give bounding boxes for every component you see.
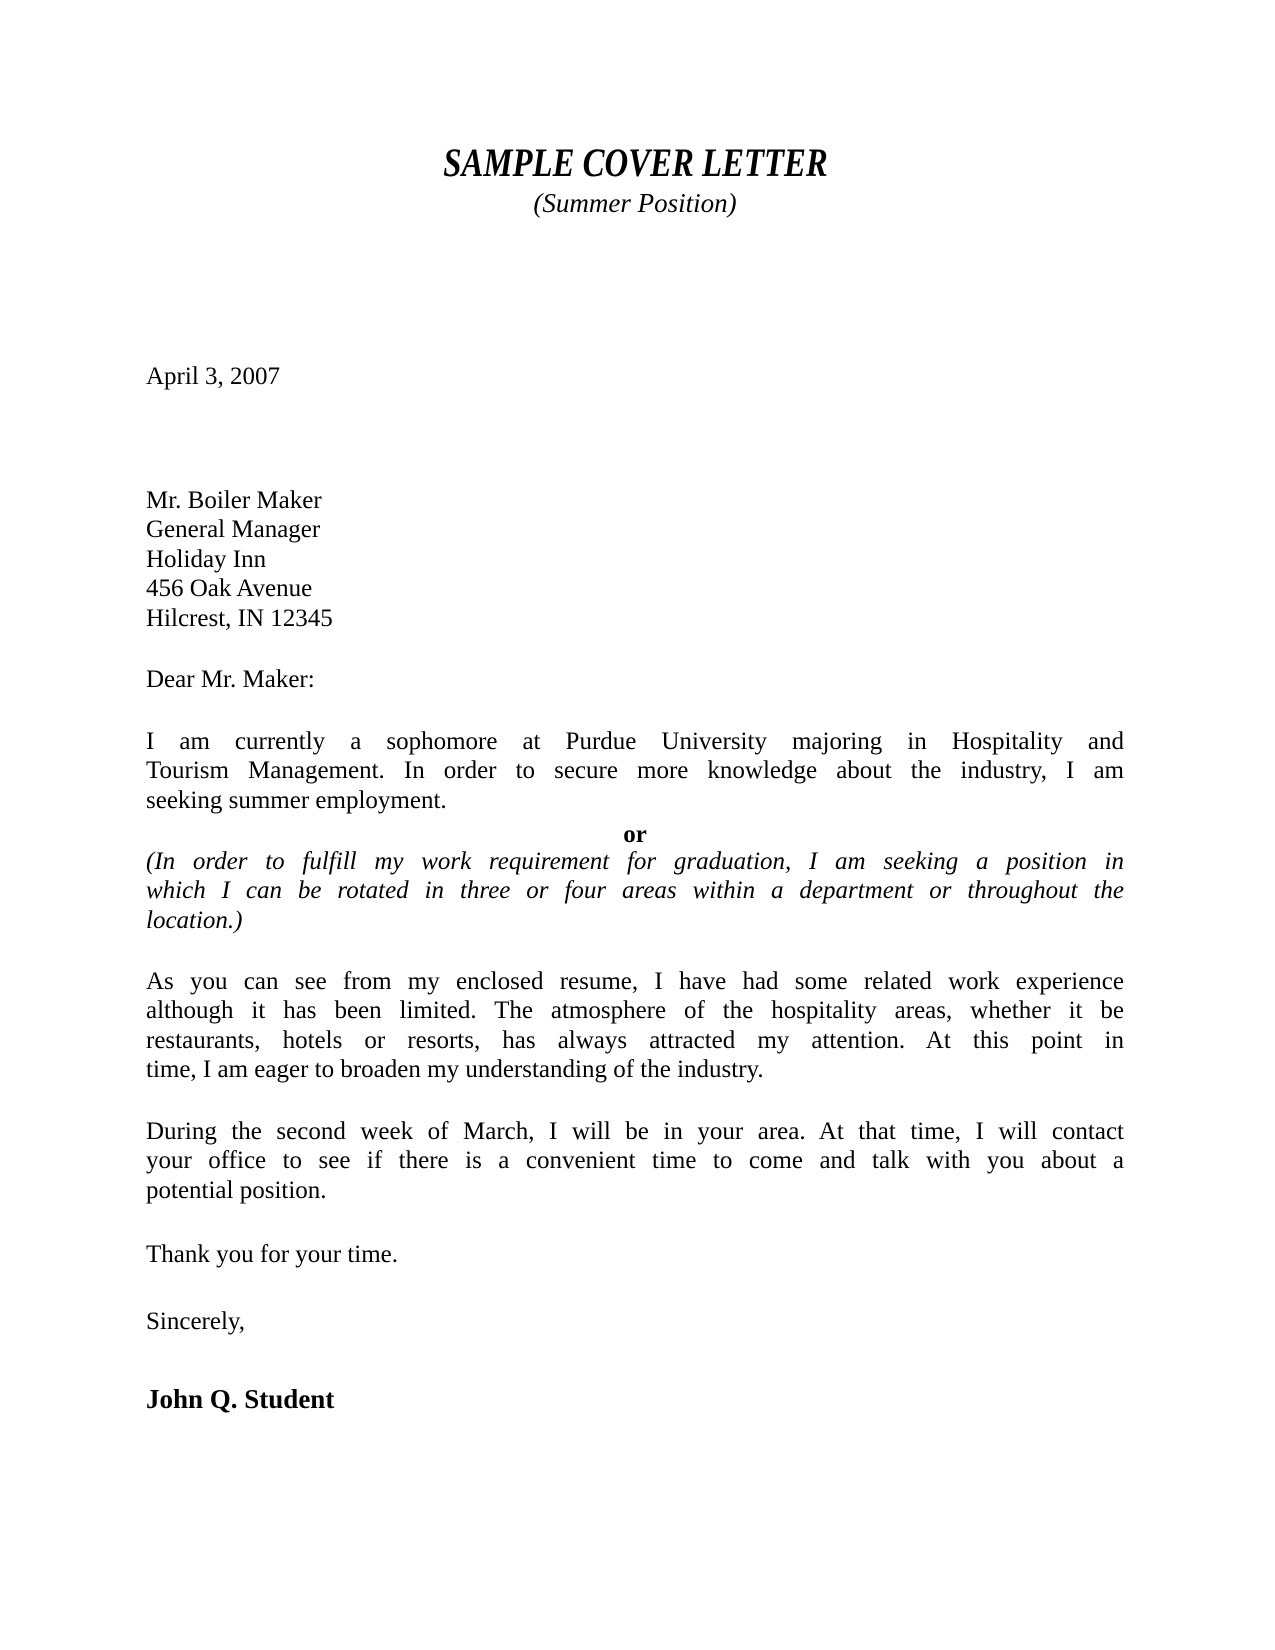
text-line: General Manager <box>146 516 321 544</box>
text-line: Holiday Inn <box>146 545 267 573</box>
or-divider: or <box>623 821 647 848</box>
text-line: seeking summer employment. <box>146 786 447 814</box>
text-line: which I can be rotated in three or four areas within a department or throughout the <box>146 877 1124 905</box>
date-line: April 3, 2007 <box>146 363 281 390</box>
text-line: (In order to fulfill my work requirement for graduation, I am seeking a position in <box>146 848 1124 875</box>
thank-you-line: Thank you for your time. <box>146 1241 399 1268</box>
body-paragraph-3 <box>146 1117 1124 1205</box>
document-subtitle: (Summer Position) <box>533 188 737 218</box>
signature-name: John Q. Student <box>146 1384 335 1414</box>
text-line: Tourism Management. In order to secure more knowledge about the industry, I am <box>146 757 1124 785</box>
document-title <box>146 140 1124 186</box>
text-line: 456 Oak Avenue <box>146 575 313 603</box>
text-line: although it has been limited. The atmosphere of the hospitality areas, whether it be <box>146 997 1124 1025</box>
text-line: I am currently a sophomore at Purdue University majoring in Hospitality and <box>146 728 1124 755</box>
body-paragraph-2 <box>146 967 1124 1085</box>
text-line: During the second week of March, I will be in your area. At that time, I will contact <box>146 1118 1124 1145</box>
body-paragraph-1 <box>146 727 1124 815</box>
salutation: Dear Mr. Maker: <box>146 666 315 693</box>
text-line: Hilcrest, IN 12345 <box>146 604 333 632</box>
text-line: As you can see from my enclosed resume, I have had some related work experience <box>146 968 1124 995</box>
text-line: your office to see if there is a convenient time to come and talk with you about a <box>146 1147 1124 1175</box>
text-line: potential position. <box>146 1176 327 1204</box>
closing: Sincerely, <box>146 1308 246 1335</box>
text-line: restaurants, hotels or resorts, has always attracted my attention. At this point in <box>146 1026 1124 1054</box>
alternative-paragraph <box>146 847 1124 935</box>
text-line: location.) <box>146 906 243 934</box>
recipient-address <box>146 486 1124 633</box>
document-title-text: SAMPLE COVER LETTER <box>442 140 828 185</box>
text-line: time, I am eager to broaden my understanding of the industry. <box>146 1056 764 1084</box>
text-line: Mr. Boiler Maker <box>146 487 322 514</box>
